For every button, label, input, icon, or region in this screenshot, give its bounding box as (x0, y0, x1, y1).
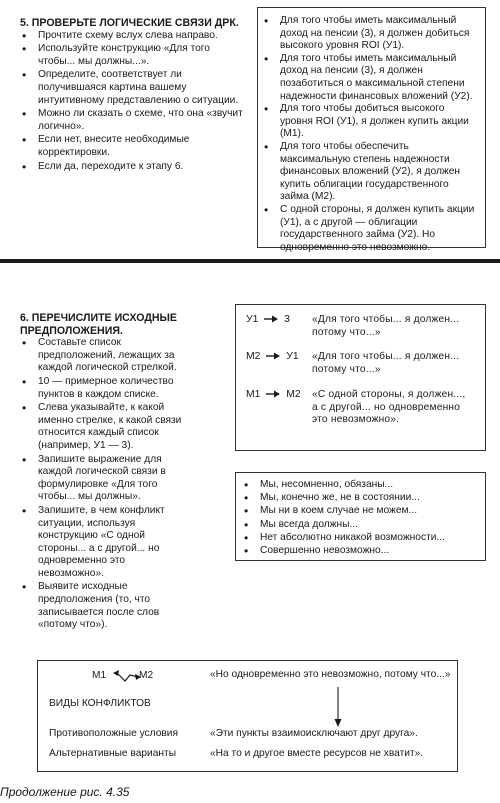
conflict-type-label: Противоположные условия (49, 728, 178, 739)
list-item: • Запишите выражение для каждой логической связи в формулировке «Для того чтобы... мы должны». (20, 454, 192, 504)
mapping-key (246, 314, 310, 327)
section-5-title: 5. ПРОВЕРЬТЕ ЛОГИЧЕСКИЕ СВЯЗИ ДРК. (20, 17, 239, 29)
list-item: • Используйте конструкцию «Для того чтобы... мы должны...». (20, 43, 248, 68)
mapping-to: М2 (286, 389, 301, 400)
list-item: • 10 — примерное количество пунктов в каждом списке. (20, 376, 192, 401)
list-item: • Для того чтобы добиться высокого уровня ROI (У1), я должен купить акции (М1). (262, 103, 477, 141)
right-arrow-icon (264, 315, 278, 323)
logic-statements-box (257, 7, 486, 253)
list-item: • Запишите, в чем конфликт ситуации, используя конструкцию «С одной стороны... а с другой... но одновременно это невозможно». (20, 505, 192, 581)
conflict-type-quote: «На то и другое вместе ресурсов не хватит». (210, 748, 424, 759)
list-item: • Мы всегда должны... (242, 519, 479, 532)
section-6-title: 6. ПЕРЕЧИСЛИТЕ ИСХОДНЫЕ ПРЕДПОЛОЖЕНИЯ. (20, 312, 177, 337)
mapping-row (246, 389, 481, 449)
mapping-from: М2 (246, 351, 261, 362)
right-arrow-icon (266, 352, 280, 360)
list-item: • Для того чтобы иметь максимальный доход на пенсии (3), я должен добиться высокого уровня ROI (У1). (262, 15, 477, 53)
list-item: • Для того чтобы обеспечить максимальную степень надежности финансовых вложений (У2), я должен купить облигации государственного займа (М2). (262, 141, 477, 204)
list-item: • Мы ни в коем случае не можем... (242, 505, 479, 518)
conflict-type-quote: «Эти пункты взаимоисключают друг друга». (210, 728, 418, 739)
list-item: • Если нет, внесите необходимые корректировки. (20, 134, 248, 159)
right-arrow-icon (266, 390, 280, 398)
section-6 (20, 312, 192, 633)
conflict-type-label: Альтернативные варианты (49, 748, 177, 759)
phrases-list (242, 479, 479, 558)
mapping-to: 3 (284, 314, 290, 325)
list-item: • Прочтите схему вслух слева направо. (20, 30, 248, 43)
mapping-key (246, 389, 310, 402)
list-item: • Совершенно невозможно... (242, 545, 479, 558)
conflict-types-heading: ВИДЫ КОНФЛИКТОВ (49, 698, 151, 709)
mapping-to: У1 (286, 351, 299, 362)
mapping-row (246, 314, 481, 344)
list-item: • Для того чтобы иметь максимальный доход на пенсии (3), я должен позаботиться о максимальной степени надежности финансовых вложений (У2). (262, 53, 477, 103)
arrow-mapping-box (235, 304, 486, 451)
figure-caption: Продолжение рис. 4.35 (0, 785, 130, 799)
conflict-types-box (37, 660, 458, 772)
mapping-key (246, 351, 310, 364)
down-arrow-icon (333, 687, 343, 727)
section-5-list (20, 30, 248, 174)
conflict-zigzag-icon (112, 667, 142, 687)
mapping-text: «Для того чтобы... я должен... потому что...» (312, 314, 460, 338)
list-item: • Мы, конечно же, не в состоянии... (242, 492, 479, 505)
conflict-diagram (92, 667, 202, 689)
mapping-text: «Для того чтобы... я должен... потому что...» (312, 351, 460, 375)
list-item: • Определите, соответствует ли получившаяся картина вашему интуитивному представлению о ситуации. (20, 69, 248, 107)
section-5 (20, 17, 248, 174)
list-item: • Можно ли сказать о схеме, что она «звучит логично». (20, 108, 248, 133)
mapping-from: У1 (246, 314, 259, 325)
conflict-top-quote: «Но одновременно это невозможно, потому что...» (210, 669, 451, 680)
phrases-box (235, 472, 486, 561)
section-6-list (20, 337, 192, 632)
m2-label: М2 (139, 670, 154, 681)
mapping-text: «С одной стороны, я должен..., а с другой... но одновременно это невозможно». (312, 389, 466, 426)
logic-statements-list (262, 15, 477, 254)
list-item: • С одной стороны, я должен купить акции (У1), а с другой — облигации государственного займа (У2). Но одновременно это невозможно. (262, 204, 477, 254)
list-item: • Мы, несомненно, обязаны... (242, 479, 479, 492)
m1-label: М1 (92, 670, 107, 681)
list-item: • Слева указывайте, к какой именно стрелке, к какой связи относится каждый список (например, У1 — 3). (20, 402, 192, 452)
mapping-from: М1 (246, 389, 261, 400)
list-item: • Составьте список предположений, лежащих за каждой логической стрелкой. (20, 337, 192, 375)
mapping-row (246, 351, 481, 381)
list-item: • Нет абсолютно никакой возможности... (242, 532, 479, 545)
section-divider (0, 259, 500, 263)
list-item: • Выявите исходные предположения (то, что записывается после слов «потому что»). (20, 581, 192, 631)
list-item: • Если да, переходите к этапу 6. (20, 161, 248, 174)
